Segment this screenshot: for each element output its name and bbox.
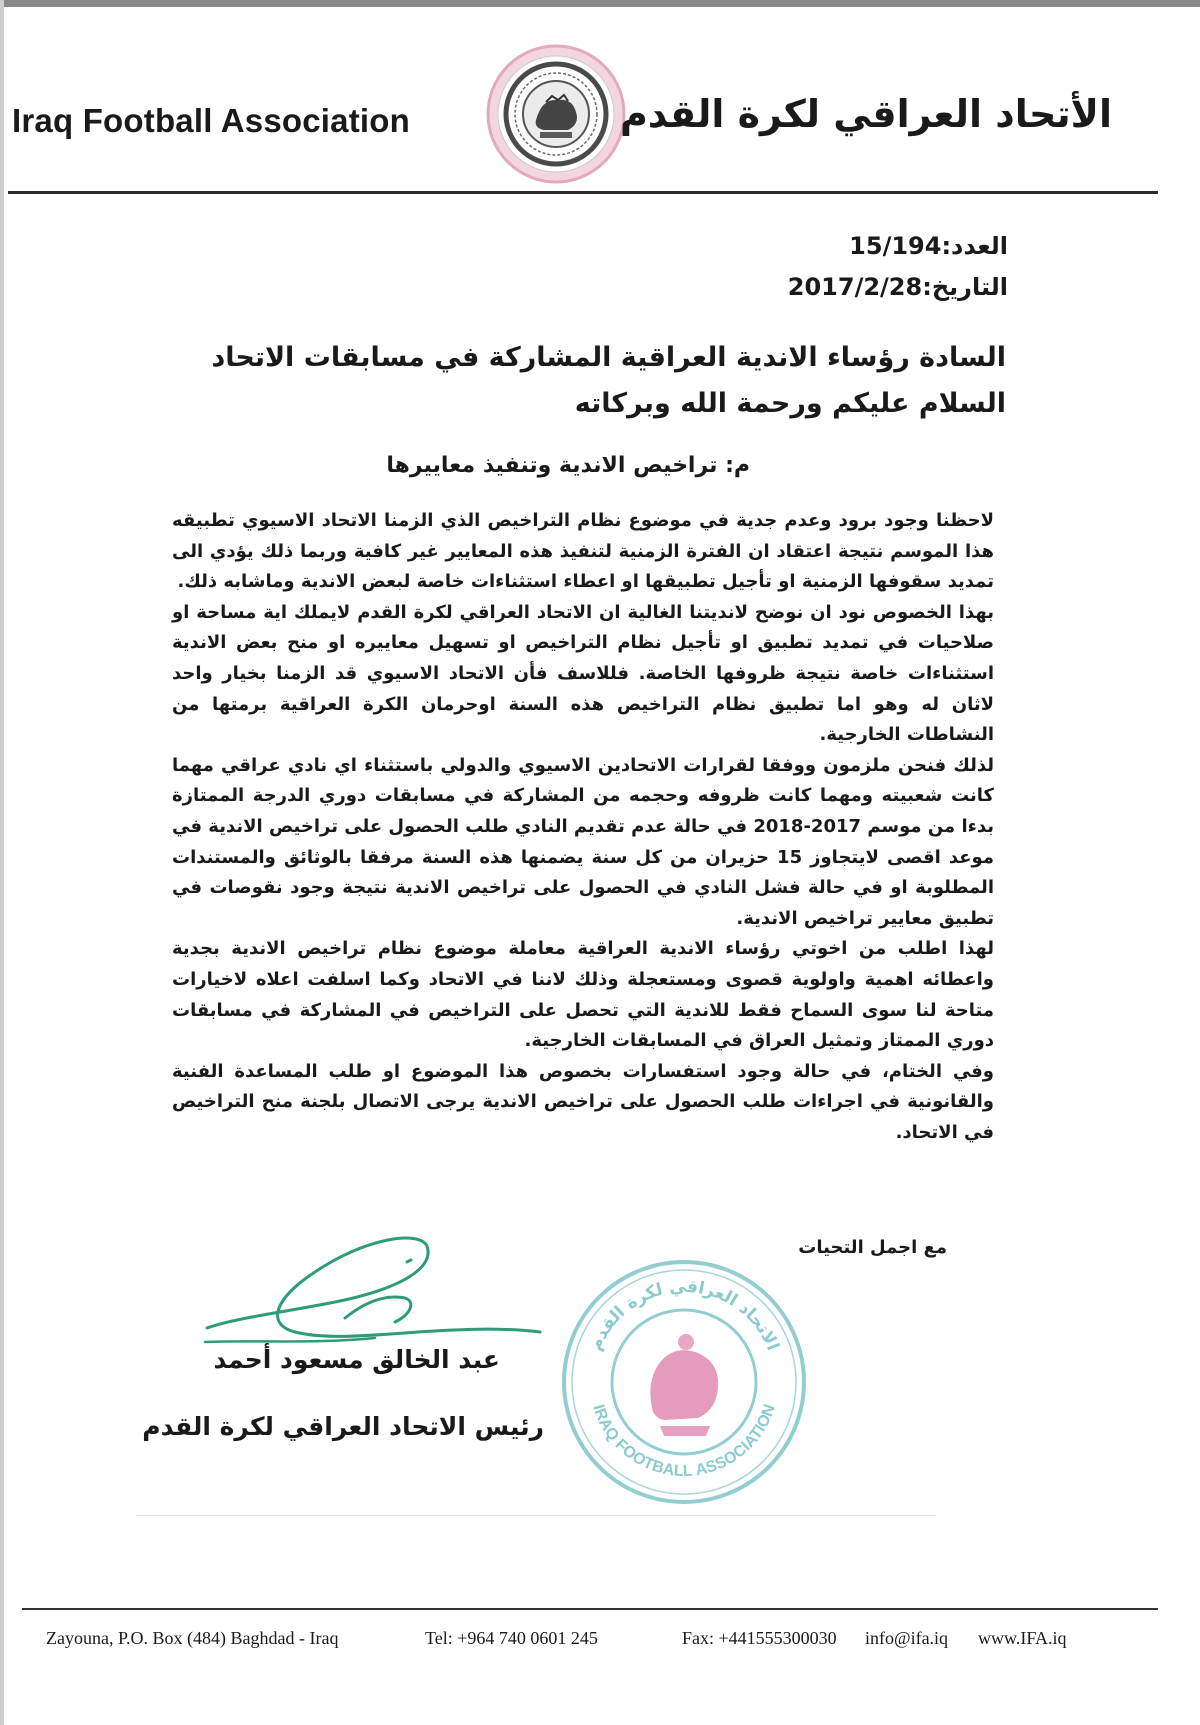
seal-text-arabic: الاتحاد العراقي لكرة القدم [585, 1276, 783, 1354]
signatory-title: رئيس الاتحاد العراقي لكرة القدم [142, 1412, 544, 1441]
org-name-english: Iraq Football Association [12, 102, 410, 139]
ifa-crest-logo-icon [484, 42, 628, 186]
faint-divider [136, 1515, 936, 1516]
body-paragraph: وفي الختام، في حالة وجود استفسارات بخصوص هذا الموضوع او طلب المساعدة الفنية والقانونية في اجراءات طلب الحصول على تراخيص الاندية يرجى الاتصال بلجنة منح التراخيص في الاتحاد. [172, 1060, 994, 1143]
org-name-arabic: الأتحاد العراقي لكرة القدم [619, 92, 1112, 136]
body-paragraph: لذلك فنحن ملزمون ووفقا لقرارات الاتحادين الاسيوي والدولي باستثناء اي نادي عراقي مهما كانت شعبيته ومهما كانت ظروفه وحجمه من المشاركة في مسابقات دوري الدرجة الممتازة بدءا من موسم 2017-2018 في حالة عدم تقديم النادي طلب الحصول على تراخيص الاندية في موعد اقصى لايتجاوز 15 حزيران من كل سنة يضمنها هذه السنة مرفقا بالوثائق والمستندات المطلوبة او في حالة فشل النادي في الحصول على تراخيص الاندية نتيجة وجود نقوصات في تطبيق معايير تراخيص الاندية. [172, 754, 994, 929]
left-border [0, 0, 4, 1725]
footer-email-link[interactable]: info@ifa.iq [865, 1628, 949, 1648]
signatory-name: عبد الخالق مسعود أحمد [213, 1345, 500, 1374]
letter-body [172, 506, 994, 1148]
body-paragraph: لهذا اطلب من اخوتي رؤساء الاندية العراقية معاملة موضوع نظام تراخيص الاندية بجدية واعطائه اهمية واولوية قصوى ومستعجلة وذلك لاننا في الاتحاد وكما اسلفت اعلاه لاخيارات متاحة لنا سوى السماح فقط للاندية التي تحصل على التراخيص في المشاركة في مسابقات دوري الممتاز وتمثيل العراق في المسابقات الخارجية. [172, 938, 994, 1052]
body-paragraph: بهذا الخصوص نود ان نوضح لانديتنا الغالية ان الاتحاد العراقي لكرة القدم لايملك اية مساحة او صلاحيات في تمديد تطبيق او تأجيل نظام التراخيص او تسهيل معاييره او منح بعض الاندية استثناءات خاصة نتيجة ظروفها الخاصة. فللاسف فأن الاتحاد الاسيوي قد الزمنا بخيار واحد لاثان له وهو اما تطبيق نظام التراخيص هذه السنة اوحرمان الكرة العراقية برمتها من النشاطات الخارجية. [172, 601, 994, 746]
footer-fax: Fax: +441555300030 [682, 1628, 837, 1648]
footer-telephone: Tel: +964 740 0601 245 [425, 1628, 598, 1648]
letter-subject: م: تراخيص الاندية وتنفيذ معاييرها [386, 453, 750, 478]
seal-text-english: IRAQ FOOTBALL ASSOCIATION [589, 1402, 779, 1481]
greeting-line: السلام عليكم ورحمة الله وبركاته [574, 388, 1006, 419]
footer-address: Zayouna, P.O. Box (484) Baghdad - Iraq [46, 1628, 339, 1648]
letter-date: التاريخ:2017/2/28 [787, 273, 1008, 301]
official-seal-icon [560, 1258, 808, 1506]
body-paragraph: لاحظنا وجود برود وعدم جدية في موضوع نظام التراخيص الذي الزمنا الاتحاد الاسيوي تطبيقه هذا الموسم نتيجة اعتقاد ان الفترة الزمنية لتنفيذ هذه المعايير غير كافية وربما ذلك يؤدي الى تمديد سقوفها الزمنية او تأجيل تطبيقها او اعطاء استثناءات خاصة لبعض الاندية وماشابه ذلك. [172, 510, 994, 593]
closing-line: مع اجمل التحيات [798, 1237, 947, 1258]
reference-number: العدد:15/194 [849, 232, 1008, 260]
footer-divider [22, 1608, 1158, 1610]
addressee-line: السادة رؤساء الاندية العراقية المشاركة في مسابقات الاتحاد [211, 342, 1006, 373]
header-divider [8, 191, 1158, 194]
top-border [0, 0, 1200, 7]
footer-website-link[interactable]: www.IFA.iq [978, 1628, 1067, 1648]
